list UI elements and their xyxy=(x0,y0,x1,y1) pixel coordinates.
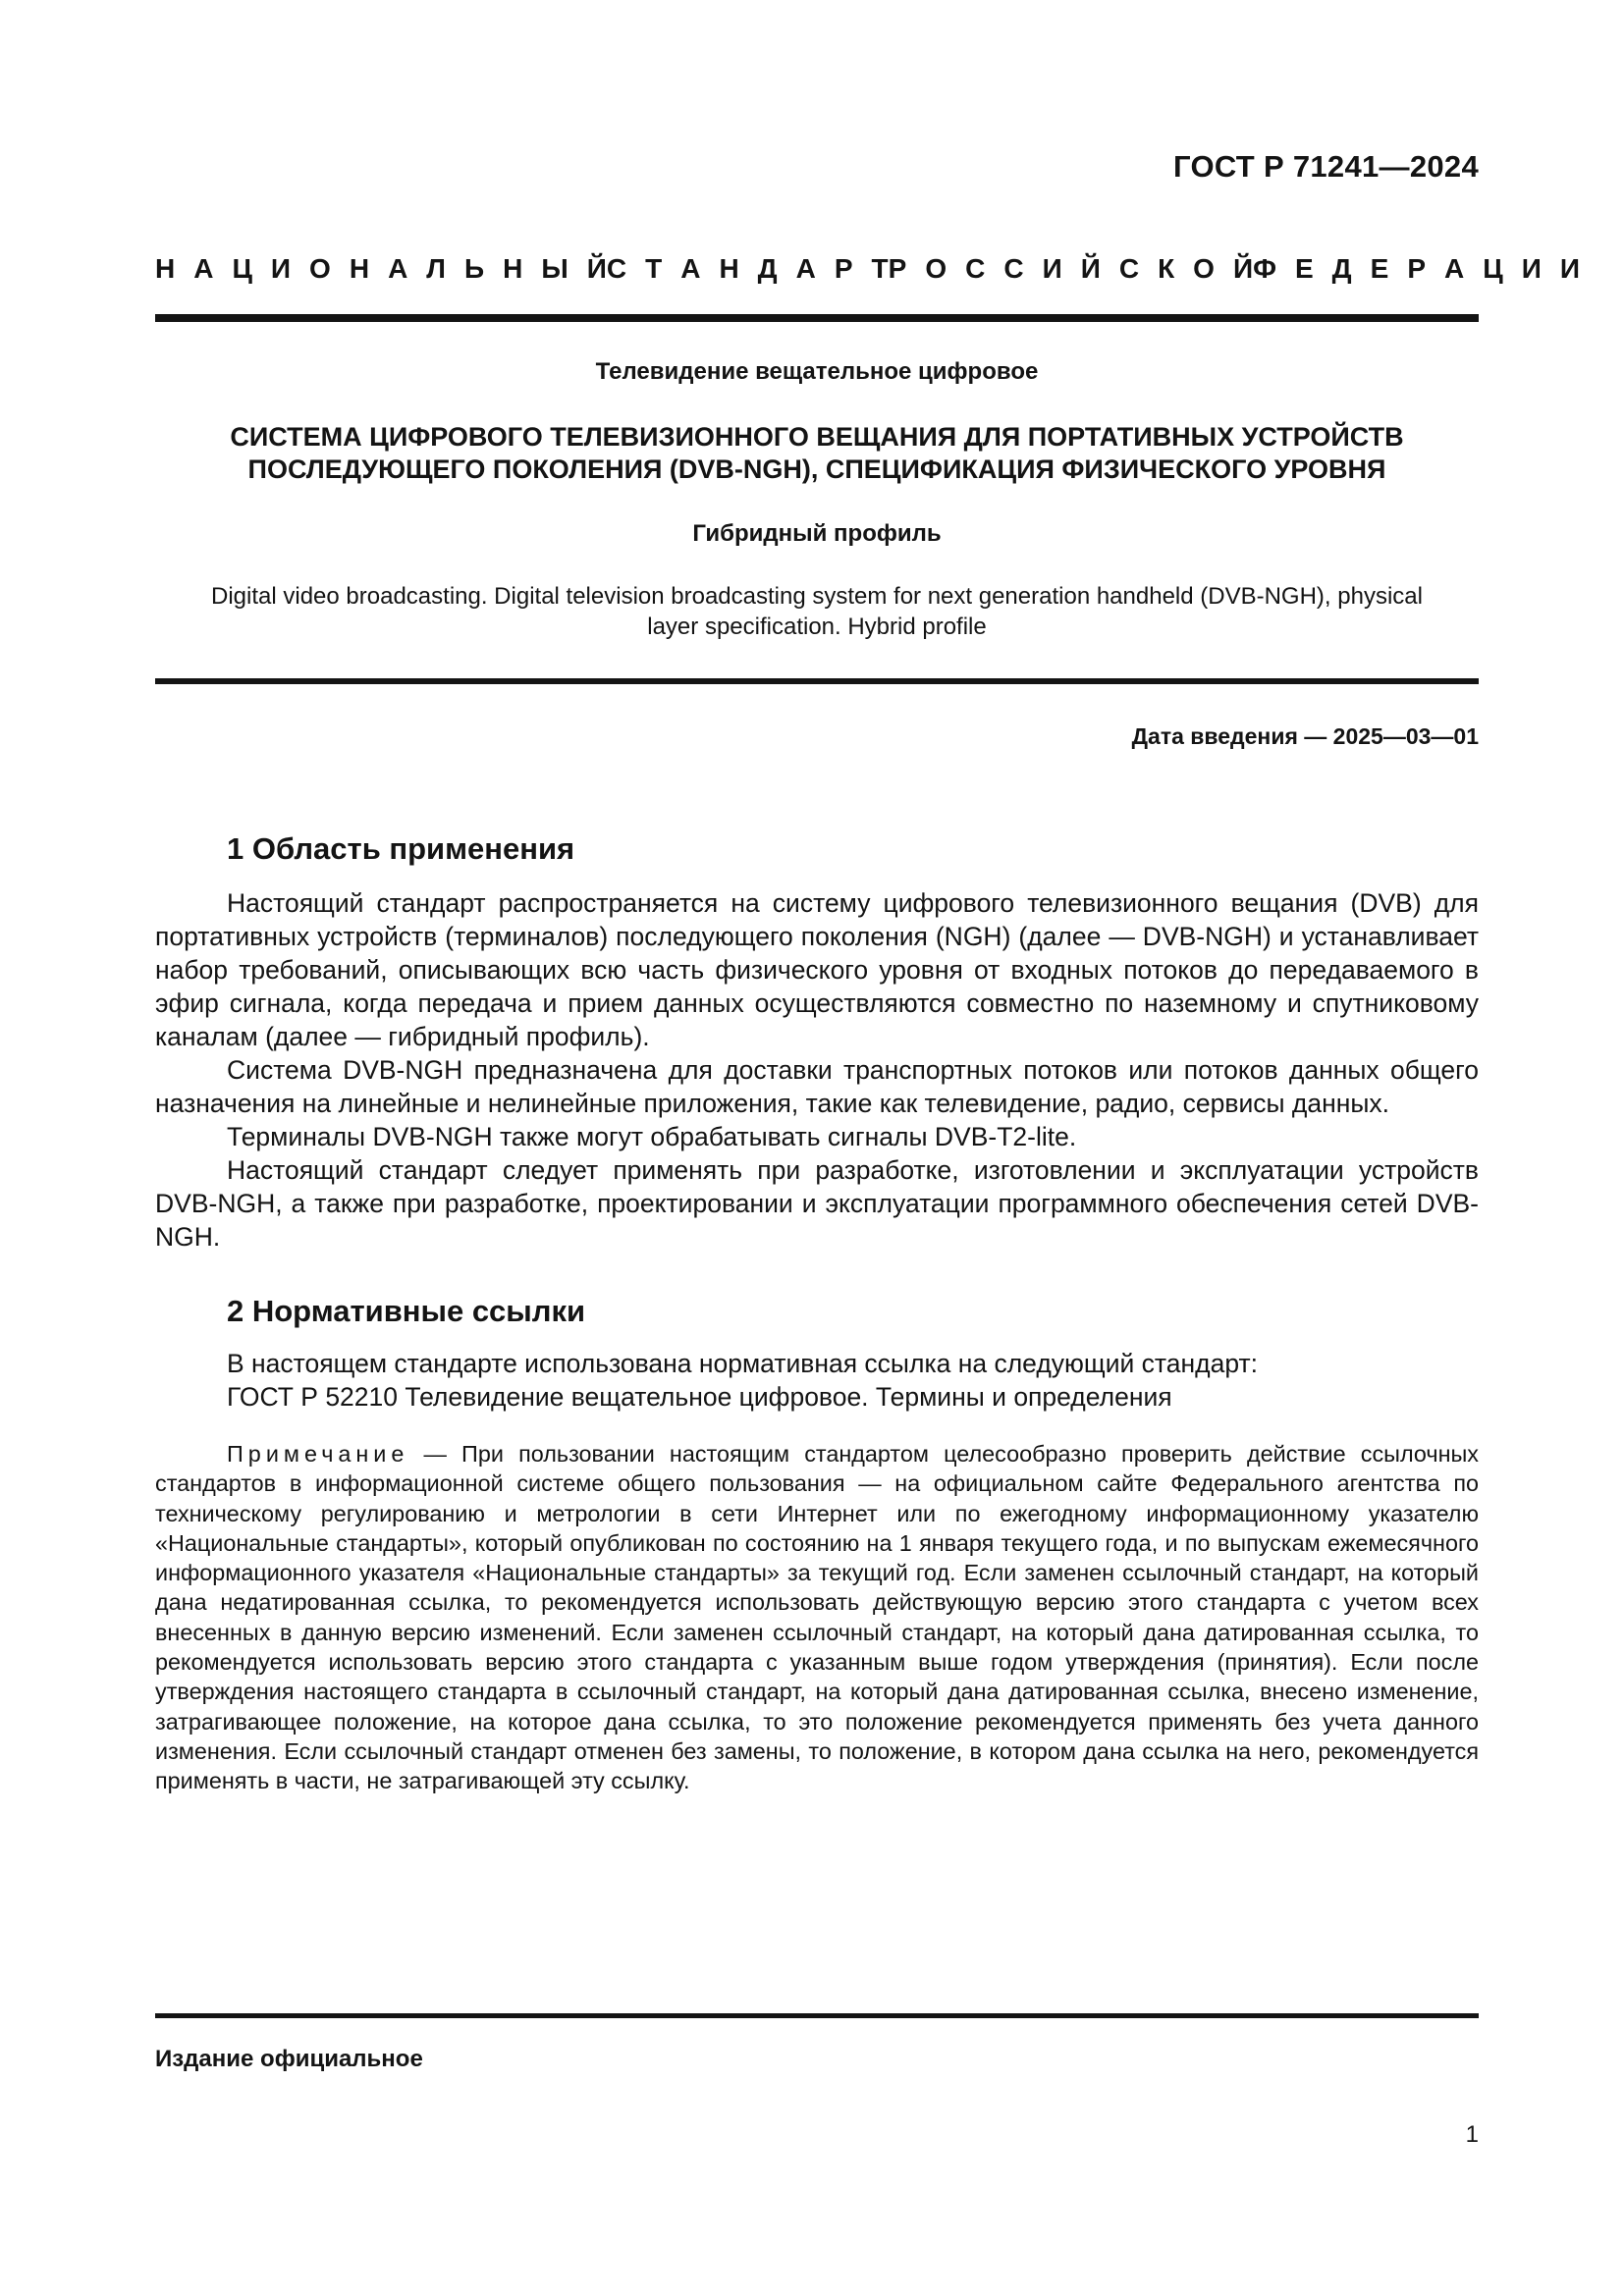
title-line: ПОСЛЕДУЮЩЕГО ПОКОЛЕНИЯ (DVB-NGH), СПЕЦИФИКАЦИЯ ФИЗИЧЕСКОГО УРОВНЯ xyxy=(247,454,1386,484)
note xyxy=(155,1439,1479,1796)
paragraph: Настоящий стандарт распространяется на систему цифрового телевизионного вещания (DVB) для портативных устройств (терминалов) последующего поколения (NGH) (далее — DVB-NGH) и устанавливает набор требований, описывающих всю часть физического уровня от входных потоков до передаваемого в эфир сигнала, когда передача и прием данных осуществляются совместно по наземному и спутниковому каналам (далее — гибридный профиль). xyxy=(155,888,1479,1051)
note-text: — При пользовании настоящим стандартом целесообразно проверить действие ссылочных стандартов в информационной системе общего пользования — на официальном сайте Федерального агентства по техническому регулированию и метрологии в сети Интернет или по ежегодному информационному указателю «Национальные стандарты», который опубликован по состоянию на 1 января текущего года, и по выпускам ежемесячного информационного указателя «Национальные стандарты» за текущий год. Если заменен ссылочный стандарт, на который дана недатированная ссылка, то рекомендуется использовать действующую версию этого стандарта с учетом всех внесенных в данную версию изменений. Если заменен ссылочный стандарт, на который дана датированная ссылка, то рекомендуется использовать версию этого стандарта с указанным выше годом утверждения (принятия). Если после утверждения настоящего стандарта в ссылочный стандарт, на который дана датированная ссылка, внесено изменение, затрагивающее положение, на которое дана ссылка, то это положение рекомендуется применять без учета данного изменения. Если ссылочный стандарт отменен без замены, то положение, в котором дана ссылка на него, рекомендуется применять в части, не затрагивающей эту ссылку. xyxy=(155,1441,1479,1794)
date-of-introduction: Дата введения — 2025—03—01 xyxy=(1131,723,1479,749)
section-2-references xyxy=(227,1347,1479,1414)
english-title xyxy=(155,581,1479,642)
reference-item: ГОСТ Р 52210 Телевидение вещательное цифровое. Термины и определения xyxy=(227,1382,1172,1412)
official-edition-label: Издание официальное xyxy=(155,2046,423,2072)
national-standard-banner xyxy=(155,253,1580,285)
banner-word: С Т А Н Д А Р Т xyxy=(606,253,889,284)
paragraph: Терминалы DVB-NGH также могут обрабатывать сигналы DVB-T2-lite. xyxy=(227,1122,1077,1151)
section-2-heading: 2 Нормативные ссылки xyxy=(227,1294,586,1328)
title-divider xyxy=(155,678,1479,684)
banner-word: Р О С С И Й С К О Й xyxy=(888,253,1254,284)
banner-word: Н А Ц И О Н А Л Ь Н Ы Й xyxy=(155,253,607,284)
section-1-heading: 1 Область применения xyxy=(227,831,575,866)
gost-number: ГОСТ Р 71241—2024 xyxy=(1173,149,1479,184)
references-intro: В настоящем стандарте использована нормативная ссылка на следующий стандарт: xyxy=(227,1349,1258,1378)
header-divider xyxy=(155,314,1479,322)
document-title xyxy=(155,421,1479,486)
english-title-line: Digital video broadcasting. Digital television broadcasting system for next generation handheld (DVB-NGH), physical xyxy=(211,583,1423,610)
section-1-body xyxy=(155,886,1479,1254)
title-line: СИСТЕМА ЦИФРОВОГО ТЕЛЕВИЗИОННОГО ВЕЩАНИЯ ДЛЯ ПОРТАТИВНЫХ УСТРОЙСТВ xyxy=(230,422,1404,452)
banner-word: Ф Е Д Е Р А Ц И И xyxy=(1253,253,1580,284)
note-label: Примечание xyxy=(227,1441,409,1467)
page-number: 1 xyxy=(1465,2121,1479,2148)
paragraph: Система DVB-NGH предназначена для доставки транспортных потоков или потоков данных общего назначения на линейные и нелинейные приложения, такие как телевидение, радио, сервисы данных. xyxy=(155,1055,1479,1118)
profile-label: Гибридный профиль xyxy=(692,520,942,547)
document-subtitle: Телевидение вещательное цифровое xyxy=(595,358,1039,385)
footer-divider xyxy=(155,2013,1479,2018)
english-title-line: layer specification. Hybrid profile xyxy=(647,614,987,640)
paragraph: Настоящий стандарт следует применять при разработке, изготовлении и эксплуатации устройств DVB-NGH, а также при разработке, проектировании и эксплуатации программного обеспечения сетей DVB-NGH. xyxy=(155,1155,1479,1252)
